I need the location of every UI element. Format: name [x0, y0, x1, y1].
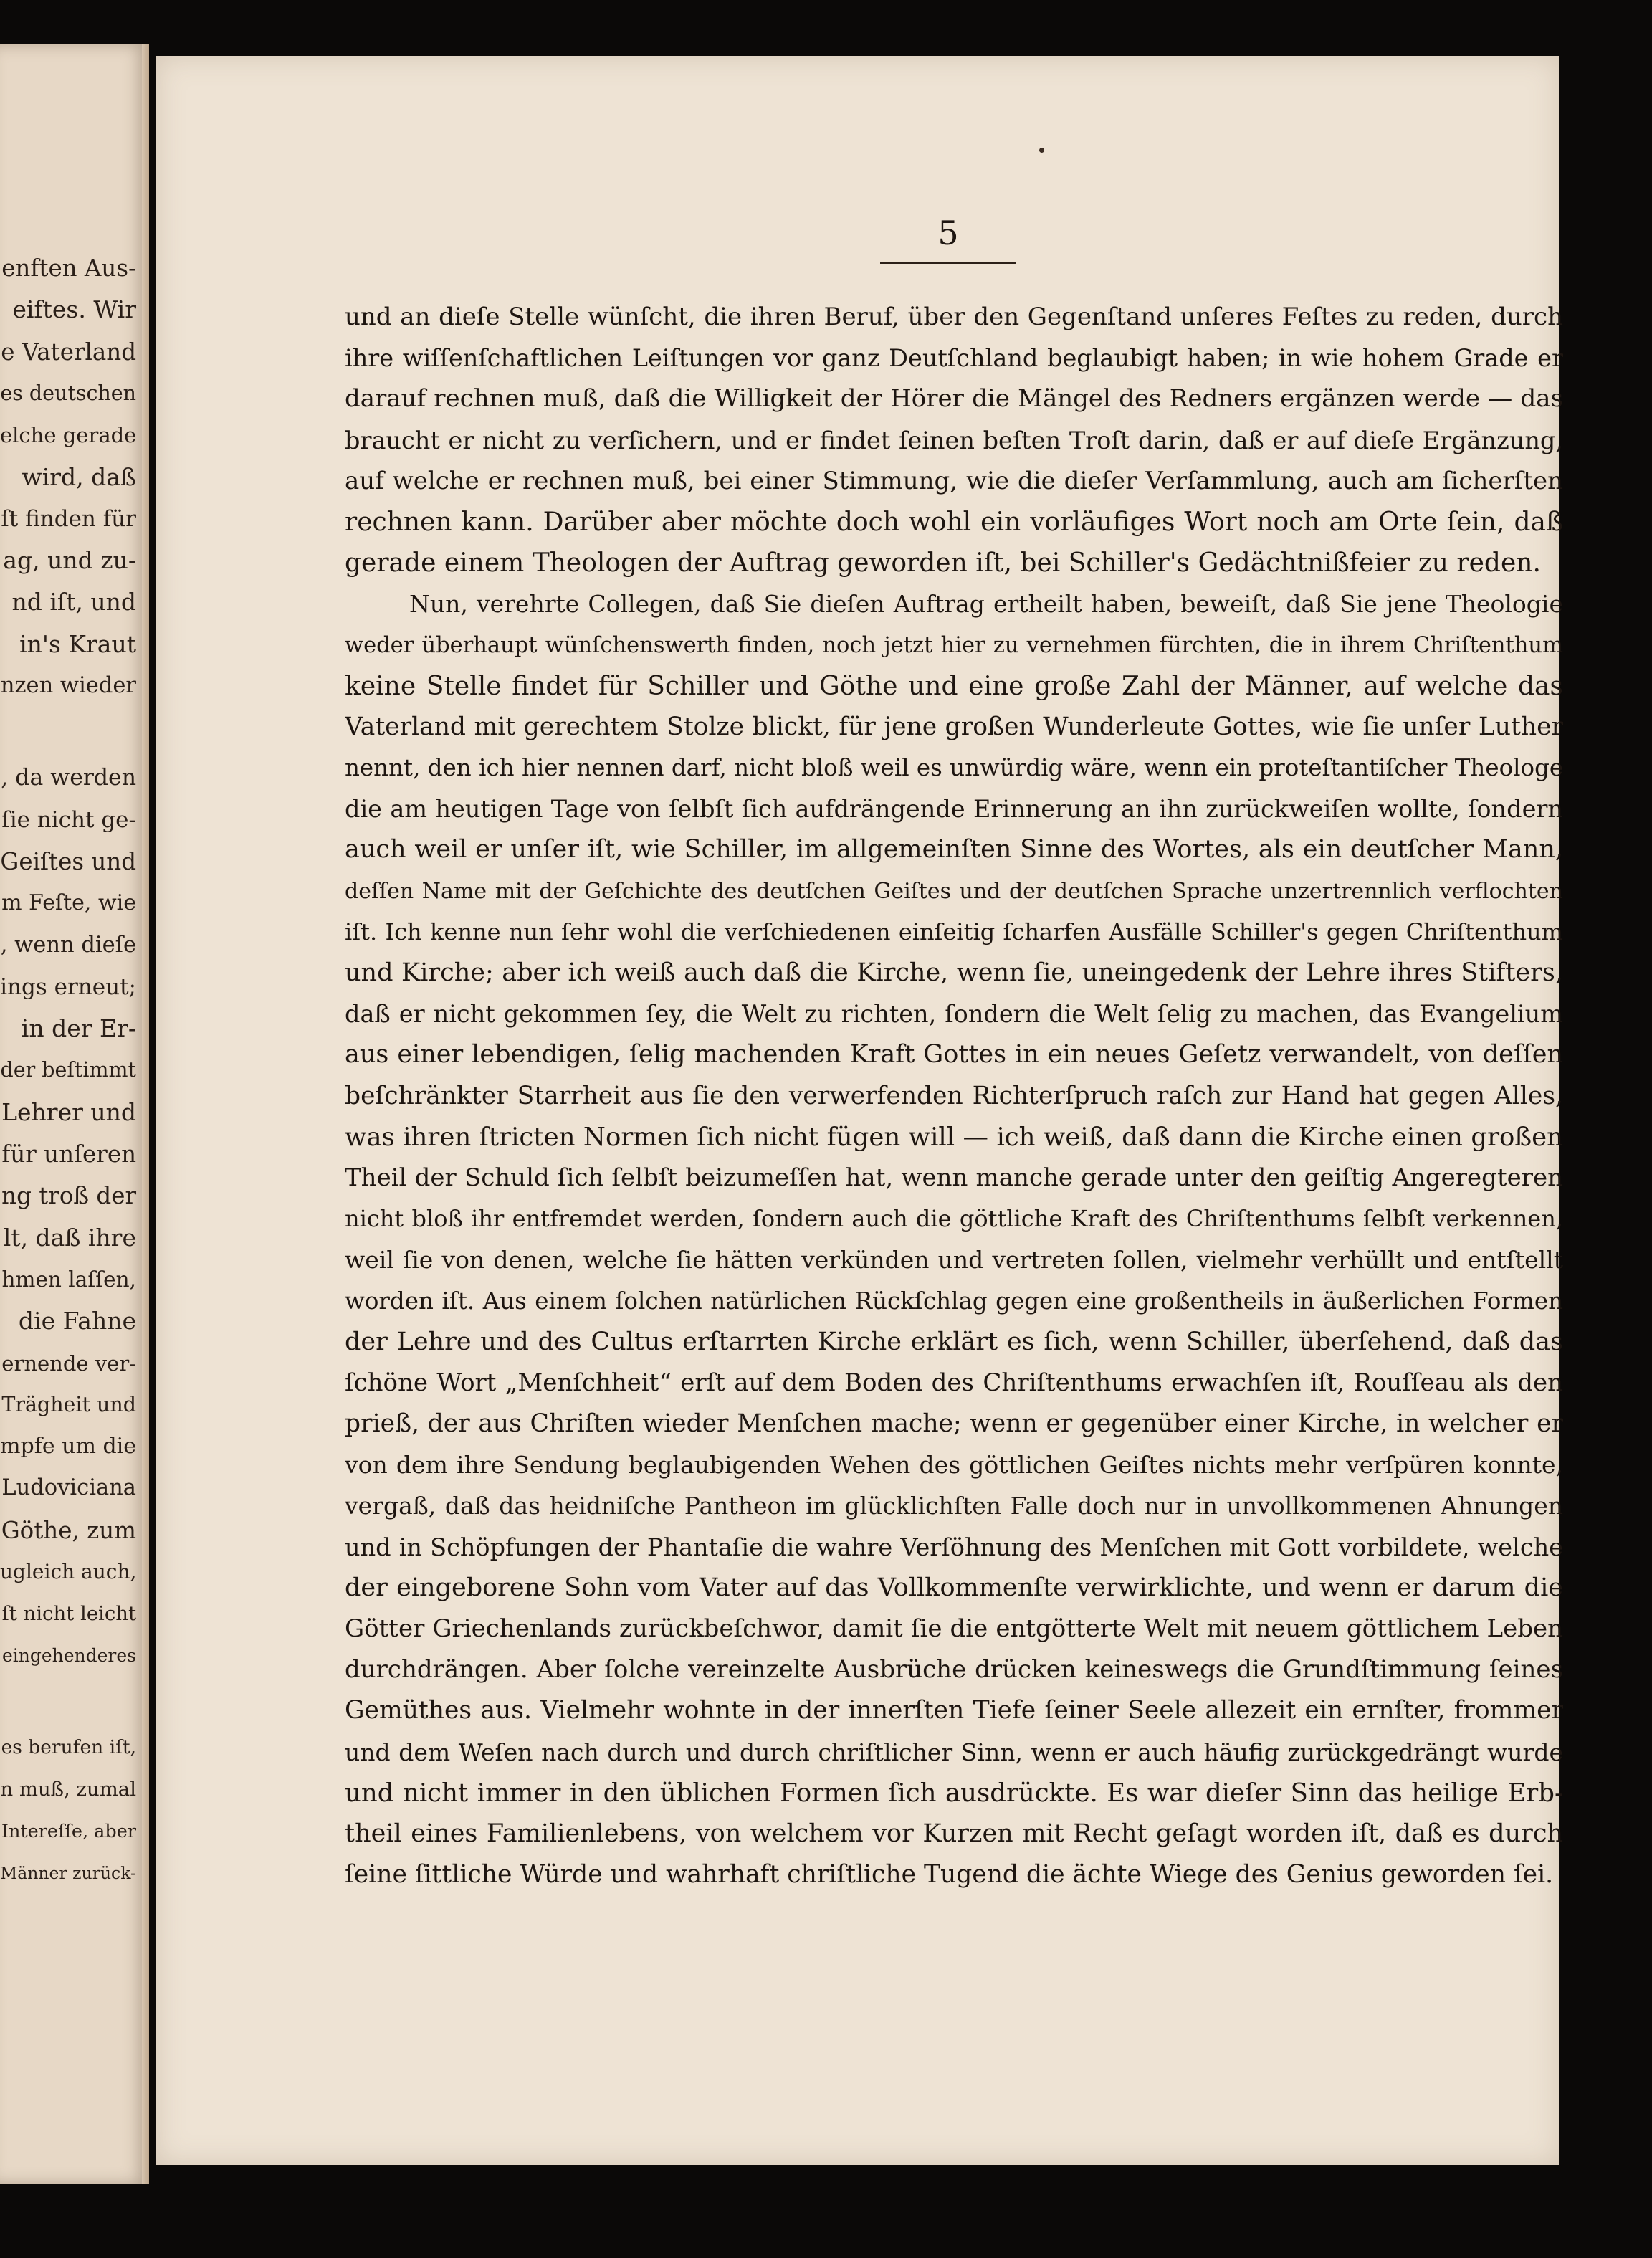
left-page-line: es berufen iſt, [1, 1735, 136, 1758]
text-line: Gemüthes aus. Vielmehr wohnte in der innerſten Tiefe ſeiner Seele allezeit ein ernſter, frommer [345, 1696, 1563, 1725]
left-page-line: in der Er- [21, 1014, 136, 1043]
text-line: vergaß, daß das heidniſche Pantheon im glücklichſten Falle doch nur in unvollkommenen Ahnungen [345, 1492, 1563, 1520]
left-page-line: in's Kraut [19, 629, 136, 658]
left-page-line: ng troß der [1, 1182, 136, 1210]
text-line: aus einer lebendigen, ſelig machenden Kraft Gottes in ein neues Geſetz verwandelt, von deſſen [345, 1040, 1563, 1070]
text-line: auf welche er rechnen muß, bei einer Stimmung, wie die dieſer Verſammlung, auch am ſicherſten [345, 466, 1563, 495]
text-line: Nun, verehrte Collegen, daß Sie dieſen Auftrag ertheilt haben, beweiſt, daß Sie jene Theologie [409, 590, 1563, 619]
text-line: theil eines Familienlebens, von welchem vor Kurzen mit Recht geſagt worden iſt, daß es durch [345, 1819, 1563, 1848]
text-line: weil ſie von denen, welche ſie hätten verkünden und vertreten ſollen, vielmehr verhüllt und entſtellt [345, 1246, 1563, 1275]
text-line: prieß, der aus Chriſten wieder Menſchen mache; wenn er gegenüber einer Kirche, in welcher er [345, 1409, 1563, 1439]
left-page-line: , wenn dieſe [0, 932, 136, 958]
text-line: rechnen kann. Darüber aber möchte doch wohl ein vorläufiges Wort noch am Orte ſein, daß [345, 507, 1563, 537]
text-line: und Kirche; aber ich weiß auch daß die Kirche, wenn ſie, uneingedenk der Lehre ihres Stifters, [345, 958, 1563, 987]
left-page-line: , da werden [1, 765, 136, 791]
left-page-line: Göthe, zum [1, 1516, 136, 1544]
text-line: und an dieſe Stelle wünſcht, die ihren Beruf, über den Gegenſtand unſeres Feſtes zu reden, durch [345, 303, 1563, 331]
left-page-line: ings erneut; [0, 973, 136, 1000]
text-line: ſchöne Wort „Menſchheit“ erſt auf dem Boden des Chriſtenthums erwachſen iſt, Rouſſeau als den [345, 1368, 1563, 1397]
left-page-line: nzen wieder [0, 673, 136, 698]
text-line: weder überhaupt wünſchenswerth finden, noch jetzt hier zu vernehmen fürchten, die in ihrem Chriſtenthum [345, 632, 1563, 658]
left-page-line: ſie nicht ge- [1, 806, 136, 833]
text-line: auch weil er unſer iſt, wie Schiller, im allgemeinſten Sinne des Wortes, als ein deutſcher Mann, [345, 835, 1563, 864]
left-page-line: wird, daß [22, 462, 136, 491]
left-page-line: mpfe um die [0, 1434, 136, 1459]
left-page-line: es deutschen [0, 381, 136, 405]
main-page [156, 56, 1563, 2165]
text-line: Vaterland mit gerechtem Stolze blickt, für jene großen Wunderleute Gottes, wie ſie unſer Luther [345, 712, 1563, 741]
left-page-line: für unſeren [1, 1140, 136, 1168]
left-page-line: m Feſte, wie [1, 890, 136, 916]
left-page-line: ſt nicht leicht [1, 1602, 136, 1626]
text-line: die am heutigen Tage von ſelbſt ſich aufdrängende Erinnerung an ihn zurückweiſen wollte, ſondern [345, 795, 1563, 824]
left-page-line: Geiſtes und [0, 847, 136, 875]
left-page-line: Männer zurück- [0, 1862, 136, 1883]
paragraph-1 [345, 297, 1563, 583]
left-page-line: eiftes. Wir [12, 295, 136, 324]
text-line: Theil der Schuld ſich ſelbſt beizumeſſen hat, wenn manche gerade unter den geiſtig Angeregteren [345, 1163, 1563, 1192]
paragraph-2 [345, 583, 1563, 1895]
body-text [345, 297, 1563, 1895]
left-page-line: lt, daß ihre [3, 1223, 136, 1252]
text-line: der Lehre und des Cultus erſtarrten Kirche erklärt es ſich, wenn Schiller, überſehend, daß das [345, 1327, 1563, 1356]
text-line: durchdrängen. Aber ſolche vereinzelte Ausbrüche drücken keineswegs die Grundſtimmung ſeines [345, 1655, 1563, 1685]
left-page-line: elche gerade [0, 423, 137, 448]
text-line: und in Schöpfungen der Phantaſie die wahre Verſöhnung des Menſchen mit Gott vorbildete, welche [345, 1533, 1563, 1561]
text-line: daß er nicht gekommen ſey, die Welt zu richten, ſondern die Welt ſelig zu machen, das Evangelium [345, 1000, 1563, 1029]
text-line: deſſen Name mit der Geſchichte des deutſchen Geiſtes und der deutſchen Sprache unzertrennlich verflochten [345, 878, 1563, 904]
text-line: ihre wiſſenſchaftlichen Leiſtungen vor ganz Deutſchland beglaubigt haben; in wie hohem Grade er [345, 344, 1563, 373]
text-line: der eingeborene Sohn vom Vater auf das Vollkommenſte verwirklichte, und wenn er darum die [345, 1573, 1563, 1602]
text-line: nennt, den ich hier nennen darf, nicht bloß weil es unwürdig wäre, wenn ein proteſtantiſcher Theologe [345, 754, 1563, 782]
left-page-line: die Fahne [18, 1307, 136, 1335]
left-page-line: Lehrer und [1, 1097, 136, 1126]
left-page-line: e Vaterland [1, 338, 136, 366]
page-number: 5 [880, 214, 1016, 264]
left-page-line: eingehenderes [1, 1644, 136, 1666]
left-page-line: ernende ver- [1, 1350, 136, 1376]
text-line: und dem Weſen nach durch und durch chriſtlicher Sinn, wenn er auch häufig zurückgedrängt wurde [345, 1738, 1563, 1766]
left-page-line: ag, und zu- [3, 546, 136, 575]
left-page-line: ugleich auch, [0, 1560, 137, 1583]
left-page-line: ſt finden für [1, 505, 136, 532]
text-line: nicht bloß ihr entfremdet werden, ſondern auch die göttliche Kraft des Chriſtenthums ſelbſt verkennen, [345, 1205, 1563, 1233]
left-page-line: Intereſſe, aber [1, 1820, 136, 1842]
left-page-line: Trägheit und [1, 1392, 136, 1416]
left-page-line: n muß, zumal [0, 1778, 136, 1801]
left-page-edge [142, 44, 149, 2184]
text-line: von dem ihre Sendung beglaubigenden Wehen des göttlichen Geiſtes nichts mehr verſpüren konnte, [345, 1451, 1563, 1480]
left-page-line: hmen laſſen, [1, 1267, 136, 1292]
text-line: braucht er nicht zu verſichern, und er findet ſeinen beſten Troſt darin, daß er auf dieſe Ergänzung, [345, 426, 1563, 454]
text-line: keine Stelle findet für Schiller und Göthe und eine große Zahl der Männer, auf welche das [345, 671, 1563, 701]
left-page-line: nd iſt, und [11, 588, 136, 616]
text-line: worden iſt. Aus einem ſolchen natürlichen Rückſchlag gegen eine großentheils in äußerlichen Formen [345, 1287, 1563, 1315]
left-page-line: enften Aus- [1, 254, 136, 282]
text-line: Götter Griechenlands zurückbeſchwor, damit ſie die entgötterte Welt mit neuem göttlichem Leben [345, 1614, 1563, 1643]
text-line: ſeine ſittliche Würde und wahrhaft chriſtliche Tugend die ächte Wiege des Genius geworden ſei. [345, 1860, 1554, 1890]
text-line: und nicht immer in den üblichen Formen ſich ausdrückte. Es war dieſer Sinn das heilige Erb- [345, 1778, 1563, 1808]
left-facing-page [0, 44, 149, 2184]
left-page-line: Ludoviciana [1, 1475, 136, 1501]
text-line: beſchränkter Starrheit aus ſie den verwerfenden Richterſpruch raſch zur Hand hat gegen Alles, [345, 1081, 1563, 1110]
text-line: gerade einem Theologen der Auftrag geworden iſt, bei Schiller's Gedächtnißfeier zu reden. [345, 548, 1541, 578]
text-line: darauf rechnen muß, daß die Willigkeit der Hörer die Mängel des Redners ergänzen werde — das [345, 384, 1563, 414]
left-page-line: der beſtimmt [0, 1058, 136, 1082]
paper-speck [1039, 148, 1044, 153]
text-line: was ihren ſtricten Normen ſich nicht fügen will — ich weiß, daß dann die Kirche einen großen [345, 1122, 1563, 1152]
text-line: iſt. Ich kenne nun ſehr wohl die verſchiedenen einſeitig ſcharfen Ausfälle Schiller's gegen Chriſtenthum [345, 918, 1563, 945]
